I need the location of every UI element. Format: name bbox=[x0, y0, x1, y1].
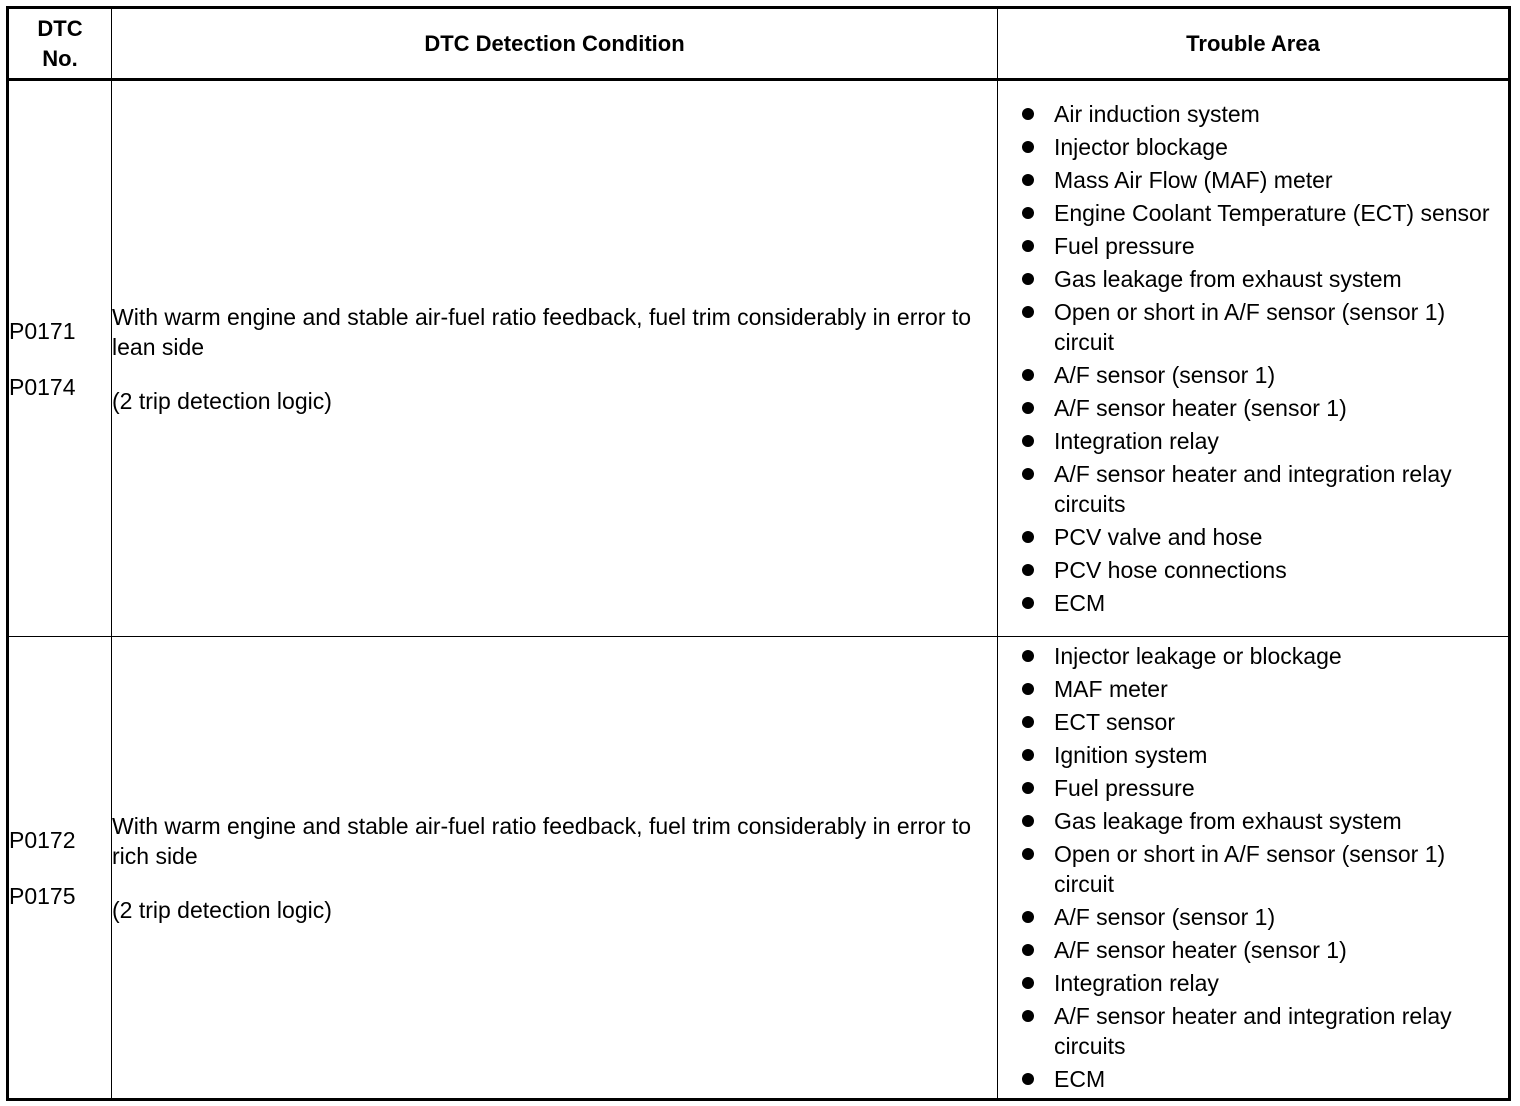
trouble-area-item bbox=[998, 360, 1508, 390]
trouble-area-text: Integration relay bbox=[1054, 970, 1219, 996]
bullet-icon bbox=[1022, 564, 1034, 576]
bullet-icon bbox=[1022, 240, 1034, 252]
bullet-icon bbox=[1022, 369, 1034, 381]
trouble-area-item bbox=[998, 935, 1508, 965]
trouble-area-cell bbox=[998, 637, 1510, 1100]
bullet-icon bbox=[1022, 716, 1034, 728]
bullet-icon bbox=[1022, 531, 1034, 543]
trouble-area-item bbox=[998, 555, 1508, 585]
trouble-area-text: A/F sensor heater (sensor 1) bbox=[1054, 937, 1347, 963]
trouble-area-text: A/F sensor (sensor 1) bbox=[1054, 362, 1276, 388]
trouble-area-text: Integration relay bbox=[1054, 428, 1219, 454]
trouble-area-item bbox=[998, 231, 1508, 261]
trouble-area-item bbox=[998, 641, 1508, 671]
trouble-area-text: Gas leakage from exhaust system bbox=[1054, 266, 1402, 292]
dtc-code-cell bbox=[8, 80, 112, 637]
trouble-area-item bbox=[998, 132, 1508, 162]
bullet-icon bbox=[1022, 468, 1034, 480]
bullet-icon bbox=[1022, 749, 1034, 761]
trouble-area-item bbox=[998, 198, 1508, 228]
bullet-icon bbox=[1022, 977, 1034, 989]
trouble-area-item bbox=[998, 99, 1508, 129]
trouble-area-text: Ignition system bbox=[1054, 742, 1208, 768]
trouble-area-text: Open or short in A/F sensor (sensor 1) circuit bbox=[1054, 299, 1446, 355]
trouble-area-text: MAF meter bbox=[1054, 676, 1168, 702]
trouble-area-text: ECM bbox=[1054, 590, 1106, 616]
dtc-code: P0175 bbox=[9, 882, 76, 909]
trouble-area-text: Open or short in A/F sensor (sensor 1) circuit bbox=[1054, 841, 1446, 897]
trouble-area-text: PCV hose connections bbox=[1054, 557, 1287, 583]
trouble-area-text: Gas leakage from exhaust system bbox=[1054, 808, 1402, 834]
trouble-area-item bbox=[998, 297, 1508, 357]
trouble-area-item bbox=[998, 264, 1508, 294]
trouble-area-list bbox=[998, 641, 1508, 1094]
bullet-icon bbox=[1022, 848, 1034, 860]
bullet-icon bbox=[1022, 911, 1034, 923]
bullet-icon bbox=[1022, 782, 1034, 794]
bullet-icon bbox=[1022, 944, 1034, 956]
trouble-area-text: Injector blockage bbox=[1054, 134, 1228, 160]
detection-logic: (2 trip detection logic) bbox=[112, 896, 332, 923]
trouble-area-text: Fuel pressure bbox=[1054, 775, 1195, 801]
condition-text: With warm engine and stable air-fuel ratio feedback, fuel trim considerably in error to lean side bbox=[112, 303, 972, 360]
bullet-icon bbox=[1022, 273, 1034, 285]
trouble-area-item bbox=[998, 459, 1508, 519]
dtc-code-cell bbox=[8, 637, 112, 1100]
trouble-area-text: A/F sensor heater and integration relay circuits bbox=[1054, 461, 1452, 517]
trouble-area-text: Mass Air Flow (MAF) meter bbox=[1054, 167, 1333, 193]
dtc-code: P0172 bbox=[9, 826, 76, 853]
header-dtc-no bbox=[8, 8, 112, 80]
bullet-icon bbox=[1022, 108, 1034, 120]
trouble-area-text: PCV valve and hose bbox=[1054, 524, 1263, 550]
bullet-icon bbox=[1022, 207, 1034, 219]
bullet-icon bbox=[1022, 683, 1034, 695]
trouble-area-text: Air induction system bbox=[1054, 101, 1260, 127]
dtc-table bbox=[6, 6, 1511, 1101]
trouble-area-text: A/F sensor (sensor 1) bbox=[1054, 904, 1276, 930]
bullet-icon bbox=[1022, 597, 1034, 609]
condition-text: With warm engine and stable air-fuel ratio feedback, fuel trim considerably in error to rich side bbox=[112, 812, 972, 869]
trouble-area-item bbox=[998, 773, 1508, 803]
bullet-icon bbox=[1022, 1010, 1034, 1022]
dtc-code: P0171 bbox=[9, 317, 76, 344]
bullet-icon bbox=[1022, 815, 1034, 827]
trouble-area-item bbox=[998, 393, 1508, 423]
trouble-area-item bbox=[998, 1001, 1508, 1061]
trouble-area-text: A/F sensor heater and integration relay circuits bbox=[1054, 1003, 1452, 1059]
condition-cell bbox=[112, 637, 998, 1100]
trouble-area-item bbox=[998, 1064, 1508, 1094]
trouble-area-list bbox=[998, 99, 1508, 618]
header-row bbox=[8, 8, 1510, 80]
table-row bbox=[8, 637, 1510, 1100]
header-trouble-area: Trouble Area bbox=[998, 8, 1510, 80]
trouble-area-item bbox=[998, 806, 1508, 836]
table-row bbox=[8, 80, 1510, 637]
detection-logic: (2 trip detection logic) bbox=[112, 387, 332, 414]
bullet-icon bbox=[1022, 435, 1034, 447]
trouble-area-text: Fuel pressure bbox=[1054, 233, 1195, 259]
trouble-area-item bbox=[998, 968, 1508, 998]
trouble-area-item bbox=[998, 707, 1508, 737]
header-condition: DTC Detection Condition bbox=[112, 8, 998, 80]
trouble-area-item bbox=[998, 588, 1508, 618]
trouble-area-item bbox=[998, 740, 1508, 770]
bullet-icon bbox=[1022, 306, 1034, 318]
trouble-area-item bbox=[998, 165, 1508, 195]
header-dtc-no-line1: DTC bbox=[37, 15, 83, 41]
trouble-area-item bbox=[998, 674, 1508, 704]
trouble-area-item bbox=[998, 522, 1508, 552]
bullet-icon bbox=[1022, 650, 1034, 662]
bullet-icon bbox=[1022, 174, 1034, 186]
header-dtc-no-line2: No. bbox=[42, 45, 78, 71]
condition-cell bbox=[112, 80, 998, 637]
trouble-area-text: Engine Coolant Temperature (ECT) sensor bbox=[1054, 200, 1490, 226]
trouble-area-item bbox=[998, 902, 1508, 932]
bullet-icon bbox=[1022, 1073, 1034, 1085]
trouble-area-item bbox=[998, 839, 1508, 899]
trouble-area-item bbox=[998, 426, 1508, 456]
trouble-area-text: Injector leakage or blockage bbox=[1054, 643, 1342, 669]
dtc-code: P0174 bbox=[9, 373, 76, 400]
bullet-icon bbox=[1022, 402, 1034, 414]
trouble-area-text: ECT sensor bbox=[1054, 709, 1176, 735]
trouble-area-cell bbox=[998, 80, 1510, 637]
trouble-area-text: A/F sensor heater (sensor 1) bbox=[1054, 395, 1347, 421]
trouble-area-text: ECM bbox=[1054, 1066, 1106, 1092]
bullet-icon bbox=[1022, 141, 1034, 153]
